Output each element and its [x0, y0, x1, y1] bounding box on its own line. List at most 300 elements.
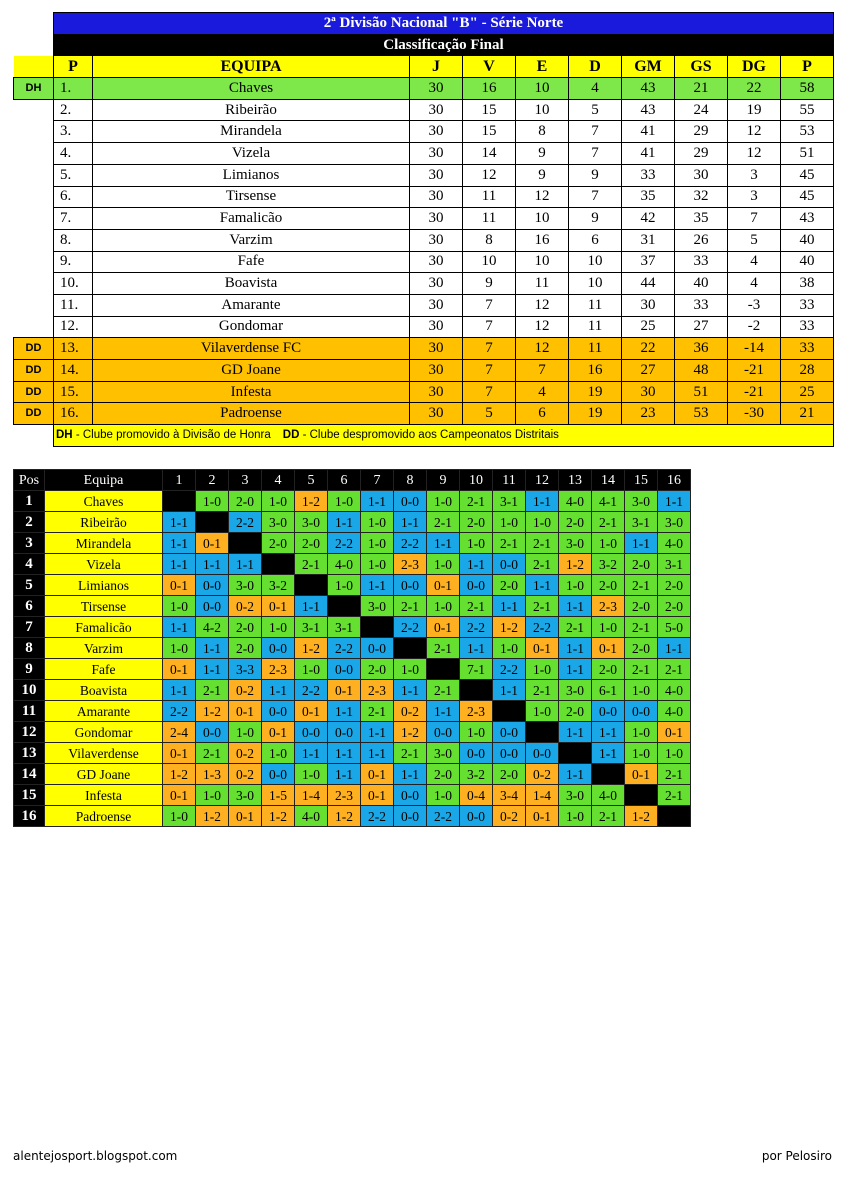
matrix-row-pos: 12	[14, 722, 45, 743]
matrix-cell-score: 2-2	[394, 617, 427, 638]
matrix-cell-score: 1-1	[427, 701, 460, 722]
matrix-cell-score: 0-2	[229, 596, 262, 617]
matrix-cell-empty	[526, 722, 559, 743]
matrix-cell-score: 2-3	[328, 785, 361, 806]
matrix-row-pos: 7	[14, 617, 45, 638]
matrix-cell-empty	[394, 638, 427, 659]
row-wins: 7	[463, 338, 516, 360]
standings-row	[14, 403, 834, 425]
matrix-cell-score: 1-1	[361, 722, 394, 743]
matrix-cell-empty	[493, 701, 526, 722]
row-losses: 6	[569, 229, 622, 251]
matrix-cell-score: 1-1	[592, 722, 625, 743]
matrix-cell-score: 3-3	[229, 659, 262, 680]
row-draws: 12	[516, 186, 569, 208]
matrix-cell-score: 1-1	[295, 743, 328, 764]
row-losses: 10	[569, 251, 622, 273]
matrix-cell-score: 0-0	[262, 701, 295, 722]
matrix-cell-score: 5-0	[658, 617, 691, 638]
row-losses: 4	[569, 78, 622, 100]
matrix-cell-score: 2-1	[625, 659, 658, 680]
matrix-cell-score: 3-1	[493, 491, 526, 512]
row-wins: 7	[463, 294, 516, 316]
matrix-cell-score: 0-1	[427, 575, 460, 596]
row-position: 8.	[54, 229, 93, 251]
matrix-cell-score: 2-3	[592, 596, 625, 617]
row-position: 12.	[54, 316, 93, 338]
matrix-row-pos: 11	[14, 701, 45, 722]
matrix-cell-score: 1-0	[262, 491, 295, 512]
standings-row	[14, 273, 834, 295]
matrix-cell-score: 0-1	[658, 722, 691, 743]
row-position: 16.	[54, 403, 93, 425]
matrix-cell-score: 1-0	[328, 575, 361, 596]
matrix-cell-score: 0-1	[163, 743, 196, 764]
row-losses: 16	[569, 360, 622, 382]
row-wins: 9	[463, 273, 516, 295]
matrix-cell-score: 0-0	[328, 659, 361, 680]
row-position: 5.	[54, 164, 93, 186]
row-tag	[14, 294, 54, 316]
matrix-cell-score: 1-0	[229, 722, 262, 743]
row-played: 30	[410, 294, 463, 316]
matrix-cell-score: 1-0	[427, 554, 460, 575]
matrix-row	[14, 680, 691, 701]
matrix-cell-score: 2-0	[229, 617, 262, 638]
matrix-cell-score: 0-0	[460, 743, 493, 764]
matrix-cell-score: 2-1	[526, 596, 559, 617]
matrix-cell-score: 2-1	[493, 533, 526, 554]
matrix-cell-score: 2-1	[592, 512, 625, 533]
matrix-col-header: 12	[526, 470, 559, 491]
matrix-cell-score: 2-1	[361, 701, 394, 722]
row-team: Limianos	[93, 164, 410, 186]
matrix-cell-score: 3-0	[262, 512, 295, 533]
matrix-row-pos: 2	[14, 512, 45, 533]
row-draws: 10	[516, 78, 569, 100]
matrix-cell-score: 0-0	[592, 701, 625, 722]
matrix-row-team: Infesta	[45, 785, 163, 806]
row-losses: 19	[569, 403, 622, 425]
matrix-cell-score: 1-1	[559, 764, 592, 785]
matrix-cell-score: 2-2	[361, 806, 394, 827]
matrix-cell-score: 1-0	[625, 722, 658, 743]
row-tag: DD	[14, 338, 54, 360]
row-tag	[14, 99, 54, 121]
row-tag	[14, 143, 54, 165]
row-played: 30	[410, 251, 463, 273]
matrix-cell-score: 1-1	[196, 659, 229, 680]
row-goals-against: 29	[675, 121, 728, 143]
matrix-col-header: 16	[658, 470, 691, 491]
matrix-cell-score: 4-0	[559, 491, 592, 512]
standings-row	[14, 121, 834, 143]
matrix-cell-score: 3-1	[328, 617, 361, 638]
row-position: 1.	[54, 78, 93, 100]
matrix-cell-score: 0-0	[262, 638, 295, 659]
matrix-cell-score: 0-2	[229, 680, 262, 701]
matrix-cell-score: 1-0	[328, 491, 361, 512]
row-draws: 16	[516, 229, 569, 251]
row-wins: 15	[463, 99, 516, 121]
matrix-row	[14, 491, 691, 512]
matrix-cell-score: 2-2	[328, 638, 361, 659]
matrix-cell-score: 0-0	[460, 575, 493, 596]
matrix-cell-score: 0-0	[394, 785, 427, 806]
col-header-losses: D	[569, 56, 622, 78]
row-goals-for: 42	[622, 208, 675, 230]
matrix-cell-score: 0-0	[460, 806, 493, 827]
row-goals-against: 32	[675, 186, 728, 208]
row-wins: 16	[463, 78, 516, 100]
matrix-cell-score: 2-3	[361, 680, 394, 701]
matrix-col-header: 8	[394, 470, 427, 491]
matrix-cell-score: 1-2	[625, 806, 658, 827]
row-team: Famalicão	[93, 208, 410, 230]
matrix-cell-score: 2-1	[427, 638, 460, 659]
matrix-row-pos: 3	[14, 533, 45, 554]
row-points: 33	[781, 338, 834, 360]
row-wins: 11	[463, 186, 516, 208]
matrix-row-pos: 4	[14, 554, 45, 575]
matrix-row-team: Boavista	[45, 680, 163, 701]
matrix-row-team: Amarante	[45, 701, 163, 722]
matrix-row-pos: 15	[14, 785, 45, 806]
matrix-cell-score: 4-0	[658, 701, 691, 722]
row-played: 30	[410, 338, 463, 360]
matrix-cell-score: 2-2	[295, 680, 328, 701]
matrix-cell-score: 2-1	[526, 533, 559, 554]
row-goal-diff: -3	[728, 294, 781, 316]
matrix-cell-score: 1-3	[196, 764, 229, 785]
row-points: 25	[781, 381, 834, 403]
matrix-cell-score: 0-0	[262, 764, 295, 785]
row-points: 55	[781, 99, 834, 121]
footer-author: por Pelosiro	[761, 1149, 832, 1163]
matrix-row-team: Limianos	[45, 575, 163, 596]
matrix-cell-score: 2-3	[262, 659, 295, 680]
standings-row	[14, 381, 834, 403]
row-tag	[14, 121, 54, 143]
matrix-row-pos: 10	[14, 680, 45, 701]
matrix-cell-score: 1-0	[493, 512, 526, 533]
row-draws: 12	[516, 294, 569, 316]
matrix-row	[14, 743, 691, 764]
matrix-cell-score: 1-0	[427, 491, 460, 512]
row-goals-for: 44	[622, 273, 675, 295]
matrix-cell-score: 2-1	[526, 680, 559, 701]
matrix-cell-score: 1-1	[625, 533, 658, 554]
row-played: 30	[410, 229, 463, 251]
row-losses: 11	[569, 294, 622, 316]
matrix-cell-score: 1-1	[559, 638, 592, 659]
matrix-col-header: 11	[493, 470, 526, 491]
row-position: 13.	[54, 338, 93, 360]
matrix-cell-score: 2-2	[427, 806, 460, 827]
matrix-cell-score: 1-1	[163, 554, 196, 575]
matrix-cell-score: 2-3	[394, 554, 427, 575]
matrix-cell-score: 1-1	[163, 533, 196, 554]
matrix-cell-score: 2-1	[196, 680, 229, 701]
matrix-cell-score: 0-1	[163, 659, 196, 680]
row-points: 28	[781, 360, 834, 382]
matrix-cell-score: 0-0	[427, 722, 460, 743]
row-team: Infesta	[93, 381, 410, 403]
matrix-cell-score: 1-0	[427, 785, 460, 806]
matrix-cell-score: 0-2	[229, 743, 262, 764]
matrix-cell-score: 3-2	[460, 764, 493, 785]
row-position: 15.	[54, 381, 93, 403]
matrix-cell-empty	[328, 596, 361, 617]
matrix-cell-score: 1-1	[559, 596, 592, 617]
matrix-cell-score: 1-1	[196, 554, 229, 575]
matrix-cell-score: 0-0	[526, 743, 559, 764]
matrix-cell-score: 3-0	[295, 512, 328, 533]
row-draws: 12	[516, 338, 569, 360]
matrix-cell-score: 0-1	[427, 617, 460, 638]
matrix-cell-score: 0-1	[262, 596, 295, 617]
matrix-cell-score: 2-0	[262, 533, 295, 554]
matrix-cell-score: 3-1	[625, 512, 658, 533]
matrix-row-pos: 1	[14, 491, 45, 512]
matrix-row	[14, 659, 691, 680]
col-header-wins: V	[463, 56, 516, 78]
matrix-cell-score: 1-0	[460, 533, 493, 554]
matrix-cell-score: 4-0	[295, 806, 328, 827]
matrix-cell-score: 3-0	[559, 785, 592, 806]
row-draws: 11	[516, 273, 569, 295]
matrix-cell-score: 1-1	[526, 491, 559, 512]
row-losses: 7	[569, 186, 622, 208]
matrix-cell-score: 1-1	[559, 659, 592, 680]
row-position: 3.	[54, 121, 93, 143]
row-points: 33	[781, 316, 834, 338]
matrix-col-header: 14	[592, 470, 625, 491]
row-team: Ribeirão	[93, 99, 410, 121]
matrix-cell-score: 0-1	[625, 764, 658, 785]
row-position: 10.	[54, 273, 93, 295]
matrix-cell-empty	[163, 491, 196, 512]
row-tag	[14, 251, 54, 273]
matrix-cell-score: 1-0	[625, 743, 658, 764]
row-points: 45	[781, 164, 834, 186]
row-team: Tirsense	[93, 186, 410, 208]
matrix-cell-score: 0-0	[493, 554, 526, 575]
row-team: Padroense	[93, 403, 410, 425]
row-goals-for: 37	[622, 251, 675, 273]
matrix-cell-score: 1-1	[658, 491, 691, 512]
matrix-row-team: Ribeirão	[45, 512, 163, 533]
row-goal-diff: 5	[728, 229, 781, 251]
row-played: 30	[410, 381, 463, 403]
row-goals-against: 21	[675, 78, 728, 100]
spacer	[14, 56, 54, 78]
row-goal-diff: 19	[728, 99, 781, 121]
row-goals-against: 35	[675, 208, 728, 230]
row-tag: DD	[14, 381, 54, 403]
matrix-cell-empty	[592, 764, 625, 785]
footer-site: alentejosport.blogspot.com	[13, 1149, 178, 1163]
row-played: 30	[410, 360, 463, 382]
matrix-cell-score: 1-2	[493, 617, 526, 638]
matrix-cell-score: 1-1	[460, 554, 493, 575]
row-team: Varzim	[93, 229, 410, 251]
matrix-cell-score: 1-4	[295, 785, 328, 806]
matrix-row	[14, 512, 691, 533]
matrix-cell-score: 0-2	[229, 764, 262, 785]
row-goal-diff: -2	[728, 316, 781, 338]
matrix-row-team: Tirsense	[45, 596, 163, 617]
row-wins: 11	[463, 208, 516, 230]
matrix-cell-score: 1-1	[361, 575, 394, 596]
matrix-col-header: 9	[427, 470, 460, 491]
matrix-row	[14, 785, 691, 806]
row-tag: DD	[14, 360, 54, 382]
row-goals-against: 26	[675, 229, 728, 251]
matrix-row-team: Vizela	[45, 554, 163, 575]
matrix-cell-score: 0-1	[526, 638, 559, 659]
row-goals-against: 33	[675, 251, 728, 273]
matrix-cell-empty	[625, 785, 658, 806]
matrix-cell-score: 2-0	[427, 764, 460, 785]
matrix-cell-score: 1-0	[592, 533, 625, 554]
matrix-cell-empty	[229, 533, 262, 554]
row-losses: 7	[569, 121, 622, 143]
standings-row	[14, 78, 834, 100]
matrix-row-team: Vilaverdense	[45, 743, 163, 764]
matrix-cell-score: 2-1	[559, 617, 592, 638]
row-goals-for: 41	[622, 121, 675, 143]
row-goal-diff: 7	[728, 208, 781, 230]
matrix-cell-score: 1-2	[295, 491, 328, 512]
row-goals-for: 27	[622, 360, 675, 382]
matrix-cell-score: 0-0	[196, 722, 229, 743]
matrix-cell-score: 3-1	[295, 617, 328, 638]
row-position: 2.	[54, 99, 93, 121]
matrix-cell-score: 1-2	[163, 764, 196, 785]
matrix-row	[14, 533, 691, 554]
matrix-cell-score: 1-1	[394, 680, 427, 701]
col-header-goals-against: GS	[675, 56, 728, 78]
row-goals-for: 30	[622, 381, 675, 403]
matrix-cell-score: 0-0	[394, 575, 427, 596]
matrix-cell-score: 2-1	[460, 491, 493, 512]
row-position: 6.	[54, 186, 93, 208]
matrix-cell-score: 4-0	[592, 785, 625, 806]
matrix-col-header: 3	[229, 470, 262, 491]
matrix-cell-score: 2-0	[559, 701, 592, 722]
col-header-draws: E	[516, 56, 569, 78]
row-goal-diff: 4	[728, 273, 781, 295]
row-points: 51	[781, 143, 834, 165]
row-wins: 7	[463, 316, 516, 338]
row-draws: 6	[516, 403, 569, 425]
matrix-cell-score: 1-2	[559, 554, 592, 575]
col-header-team: EQUIPA	[93, 56, 410, 78]
row-team: Fafe	[93, 251, 410, 273]
standings-row	[14, 229, 834, 251]
row-losses: 7	[569, 143, 622, 165]
row-goals-against: 51	[675, 381, 728, 403]
matrix-cell-score: 0-1	[295, 701, 328, 722]
matrix-cell-score: 2-2	[460, 617, 493, 638]
row-team: Gondomar	[93, 316, 410, 338]
matrix-cell-score: 1-1	[328, 701, 361, 722]
matrix-cell-score: 0-2	[394, 701, 427, 722]
matrix-cell-score: 1-1	[493, 680, 526, 701]
row-points: 21	[781, 403, 834, 425]
col-header-points: P	[781, 56, 834, 78]
row-tag: DH	[14, 78, 54, 100]
legend-row	[14, 425, 834, 447]
row-losses: 11	[569, 316, 622, 338]
standings-row	[14, 360, 834, 382]
row-goals-against: 36	[675, 338, 728, 360]
row-tag	[14, 164, 54, 186]
matrix-row	[14, 806, 691, 827]
row-points: 45	[781, 186, 834, 208]
matrix-cell-score: 3-0	[229, 575, 262, 596]
matrix-cell-score: 2-0	[493, 575, 526, 596]
matrix-row-team: Gondomar	[45, 722, 163, 743]
row-goal-diff: 4	[728, 251, 781, 273]
row-draws: 12	[516, 316, 569, 338]
matrix-row	[14, 764, 691, 785]
matrix-cell-score: 0-1	[361, 785, 394, 806]
matrix-cell-score: 2-0	[559, 512, 592, 533]
row-team: Boavista	[93, 273, 410, 295]
matrix-cell-score: 1-0	[559, 575, 592, 596]
row-goals-for: 43	[622, 99, 675, 121]
matrix-cell-empty	[427, 659, 460, 680]
matrix-cell-score: 3-0	[658, 512, 691, 533]
matrix-cell-score: 1-1	[328, 743, 361, 764]
row-goal-diff: 22	[728, 78, 781, 100]
matrix-cell-score: 4-1	[592, 491, 625, 512]
matrix-cell-score: 1-0	[196, 491, 229, 512]
row-played: 30	[410, 78, 463, 100]
matrix-cell-score: 1-1	[361, 491, 394, 512]
matrix-cell-score: 1-0	[262, 743, 295, 764]
row-goal-diff: -21	[728, 381, 781, 403]
matrix-cell-score: 1-0	[196, 785, 229, 806]
row-played: 30	[410, 273, 463, 295]
legend	[54, 425, 834, 447]
matrix-cell-empty	[262, 554, 295, 575]
row-goals-for: 43	[622, 78, 675, 100]
matrix-cell-score: 1-0	[163, 806, 196, 827]
matrix-cell-score: 2-0	[625, 596, 658, 617]
row-played: 30	[410, 186, 463, 208]
legend-dd-text: - Clube despromovido aos Campeonatos Distritais	[299, 428, 559, 441]
matrix-cell-score: 0-1	[361, 764, 394, 785]
row-goal-diff: 3	[728, 164, 781, 186]
row-goal-diff: 12	[728, 121, 781, 143]
matrix-cell-score: 4-0	[328, 554, 361, 575]
row-played: 30	[410, 403, 463, 425]
matrix-cell-score: 1-0	[559, 806, 592, 827]
matrix-cell-score: 2-0	[658, 596, 691, 617]
row-goals-for: 22	[622, 338, 675, 360]
matrix-cell-score: 2-1	[526, 554, 559, 575]
row-played: 30	[410, 143, 463, 165]
spacer	[14, 13, 54, 35]
matrix-cell-score: 2-1	[394, 596, 427, 617]
matrix-cell-score: 0-2	[493, 806, 526, 827]
matrix-row-pos: 6	[14, 596, 45, 617]
matrix-cell-score: 3-2	[262, 575, 295, 596]
matrix-cell-score: 1-0	[658, 743, 691, 764]
